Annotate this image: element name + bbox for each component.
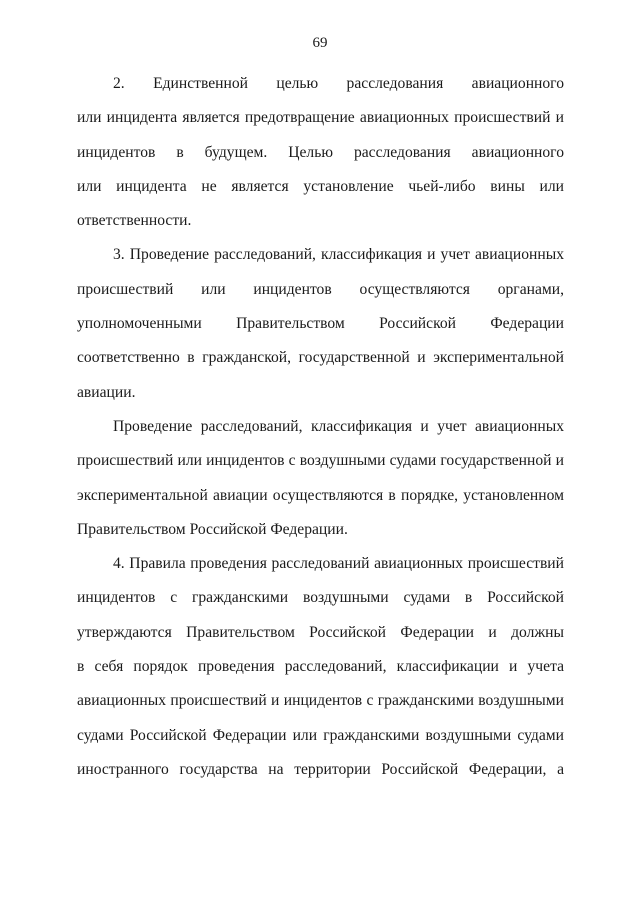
text-line: авиационных происшествий и инцидентов с гражданскими воздушными xyxy=(77,692,564,710)
text-line: или инцидента не является установление чьей-либо вины или xyxy=(77,177,564,195)
text-line: экспериментальной авиации осуществляются в порядке, установленном xyxy=(77,486,564,504)
text-line: иностранного государства на территории Российской Федерации, а xyxy=(77,760,564,778)
text-line: авиации. xyxy=(77,383,136,401)
paragraph xyxy=(77,67,564,238)
text-line: инцидентов с гражданскими воздушными судами в Российской xyxy=(77,589,564,607)
text-line: 3. Проведение расследований, классификация и учет авиационных xyxy=(113,246,564,264)
text-line: ответственности. xyxy=(77,212,192,230)
paragraph xyxy=(77,547,564,787)
document-body xyxy=(77,67,564,787)
text-line: Правительством Российской Федерации. xyxy=(77,520,348,538)
text-line: Проведение расследований, классификация и учет авиационных xyxy=(113,417,564,435)
text-line: утверждаются Правительством Российской Федерации и должны xyxy=(77,623,564,641)
text-line: в себя порядок проведения расследований, классификации и учета xyxy=(77,658,564,676)
text-line: судами Российской Федерации или гражданскими воздушными судами xyxy=(77,726,564,744)
page-number: 69 xyxy=(312,35,328,51)
text-line: происшествий или инцидентов с воздушными судами государственной и xyxy=(77,452,564,470)
text-line: уполномоченными Правительством Российской Федерации xyxy=(77,315,564,333)
text-line: или инцидента является предотвращение авиационных происшествий и xyxy=(77,109,564,127)
text-line: инцидентов в будущем. Целью расследования авиационного xyxy=(77,143,564,161)
text-line: 4. Правила проведения расследований авиационных происшествий xyxy=(113,555,564,573)
paragraph xyxy=(77,410,564,547)
text-line: 2. Единственной целью расследования авиационного xyxy=(113,75,564,92)
paragraph xyxy=(77,238,564,409)
text-line: соответственно в гражданской, государственной и экспериментальной xyxy=(77,349,564,367)
text-line: происшествий или инцидентов осуществляются органами, xyxy=(77,280,564,298)
